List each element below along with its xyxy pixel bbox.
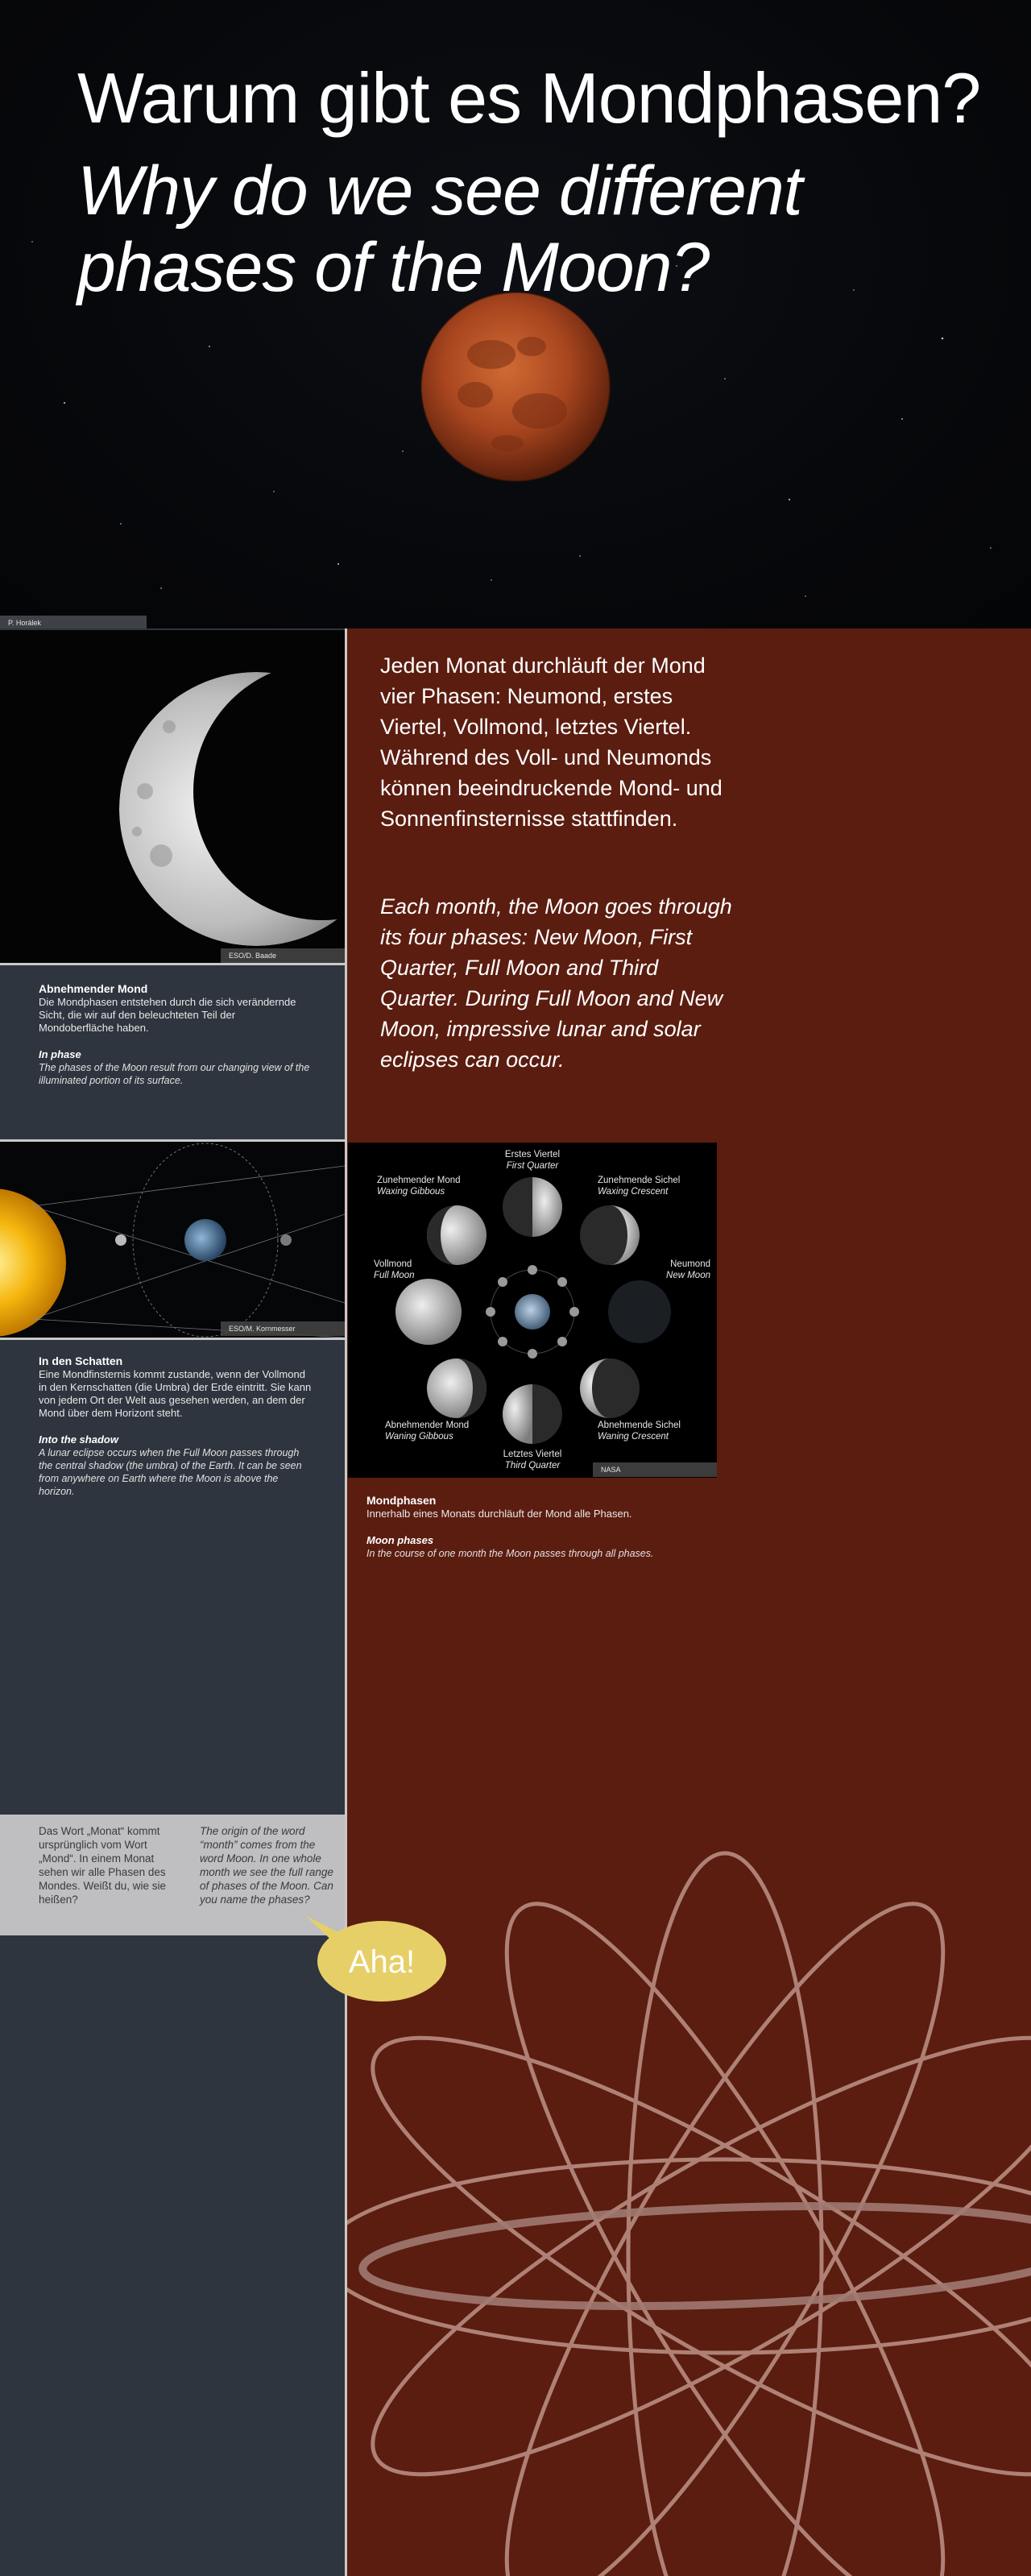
label-de: Neumond xyxy=(670,1259,710,1269)
label-third-quarter xyxy=(492,1449,573,1471)
label-en: Waxing Gibbous xyxy=(377,1187,445,1197)
caption-text-de: Die Mondphasen entstehen durch die sich verändernde Sicht, die wir auf den beleuchteten Teil der Mondoberfläche haben. xyxy=(39,996,296,1034)
label-de: Zunehmender Mond xyxy=(377,1176,461,1185)
photo-credit: P. Horálek xyxy=(0,616,147,630)
caption-text-en: The phases of the Moon result from our changing view of the illuminated portion of its surface. xyxy=(39,1062,310,1086)
moon-phases-diagram xyxy=(348,1143,717,1478)
aha-label: Aha! xyxy=(348,1944,416,1980)
label-waning-crescent xyxy=(598,1420,702,1442)
label-en: Waning Crescent xyxy=(598,1432,669,1441)
label-de: Zunehmende Sichel xyxy=(598,1176,681,1185)
intro-text-en: Each month, the Moon goes through its four phases: New Moon, First Quarter, Full Moon and Third Quarter. During Full Moon and New Moon, impressive lunar and solar eclipses can occur. xyxy=(380,894,732,1072)
caption-text-en: In the course of one month the Moon passes through all phases. xyxy=(366,1548,654,1559)
aha-text-en: The origin of the word “month” comes from the word Moon. In one whole month we see the full range of phases of the Moon. Can you name the phases? xyxy=(200,1825,333,1906)
label-en: First Quarter xyxy=(506,1161,559,1171)
caption-text-de: Eine Mondfinsternis kommt zustande, wenn der Vollmond in den Kernschatten (die Umbra) der Erde eintritt. Sie kann von jedem Ort der Welt aus gesehen werden, an dem der Mond über dem Horizont steht. xyxy=(39,1368,312,1419)
aha-speech-bubble xyxy=(306,1916,451,2005)
crescent-moon-image xyxy=(0,630,345,963)
label-waning-gibbous xyxy=(385,1420,490,1442)
blood-moon-image xyxy=(419,290,612,483)
label-new-moon xyxy=(638,1259,710,1281)
label-de: Abnehmende Sichel xyxy=(598,1421,681,1430)
photo-credit: NASA xyxy=(593,1462,717,1477)
caption-title-en: In phase xyxy=(39,1048,81,1060)
label-first-quarter xyxy=(492,1149,573,1172)
eclipse-caption xyxy=(39,1354,313,1498)
label-en: New Moon xyxy=(666,1271,710,1280)
label-en: Waxing Crescent xyxy=(598,1187,669,1197)
label-en: Third Quarter xyxy=(504,1461,561,1471)
caption-title-en: Moon phases xyxy=(366,1534,434,1546)
caption-title-de: In den Schatten xyxy=(39,1354,123,1367)
caption-text-en: A lunar eclipse occurs when the Full Moon passes through the central shadow (the umbra) of the Earth. It can be seen from anywhere on Earth where the Moon is above the horizon. xyxy=(39,1447,302,1497)
crescent-caption xyxy=(39,981,313,1087)
page-title: Warum gibt es Mondphasen? xyxy=(77,58,981,138)
eclipse-diagram-photo xyxy=(0,1142,345,1338)
label-de: Erstes Viertel xyxy=(504,1150,561,1159)
aha-text-de: Das Wort „Monat“ kommt ursprünglich vom Wort „Mond“. In einem Monat sehen wir alle Phasen des Mondes. Weißt du, wie sie heißen? xyxy=(39,1825,167,1906)
divider xyxy=(0,1338,346,1340)
label-waxing-gibbous xyxy=(377,1175,474,1197)
intro-text-de: Jeden Monat durchläuft der Mond vier Phasen: Neumond, erstes Viertel, Vollmond, letztes Viertel. Während des Voll- und Neumonds können beeindruckende Mond- und Sonnenfinsternisse stattfinden. xyxy=(380,653,723,831)
photo-credit: ESO/M. Kornmesser xyxy=(221,1321,345,1336)
label-en: Full Moon xyxy=(374,1271,415,1280)
column-divider xyxy=(345,628,347,2576)
page-subtitle: Why do we see different phases of the Moon? xyxy=(77,152,802,306)
label-de: Letztes Viertel xyxy=(503,1450,562,1459)
phases-caption xyxy=(366,1493,656,1560)
divider xyxy=(0,963,346,965)
caption-title-de: Mondphasen xyxy=(366,1494,437,1507)
caption-title-de: Abnehmender Mond xyxy=(39,982,148,995)
photo-credit: ESO/D. Baade xyxy=(221,948,345,963)
label-full-moon xyxy=(374,1259,446,1281)
label-waxing-crescent xyxy=(598,1175,702,1197)
eclipse-diagram-image xyxy=(0,1142,345,1338)
label-de: Vollmond xyxy=(374,1259,412,1269)
crescent-moon-photo xyxy=(0,630,345,963)
caption-text-de: Innerhalb eines Monats durchläuft der Mond alle Phasen. xyxy=(366,1508,632,1520)
caption-title-en: Into the shadow xyxy=(39,1433,118,1446)
label-de: Abnehmender Mond xyxy=(385,1421,470,1430)
label-en: Waning Gibbous xyxy=(385,1432,453,1441)
